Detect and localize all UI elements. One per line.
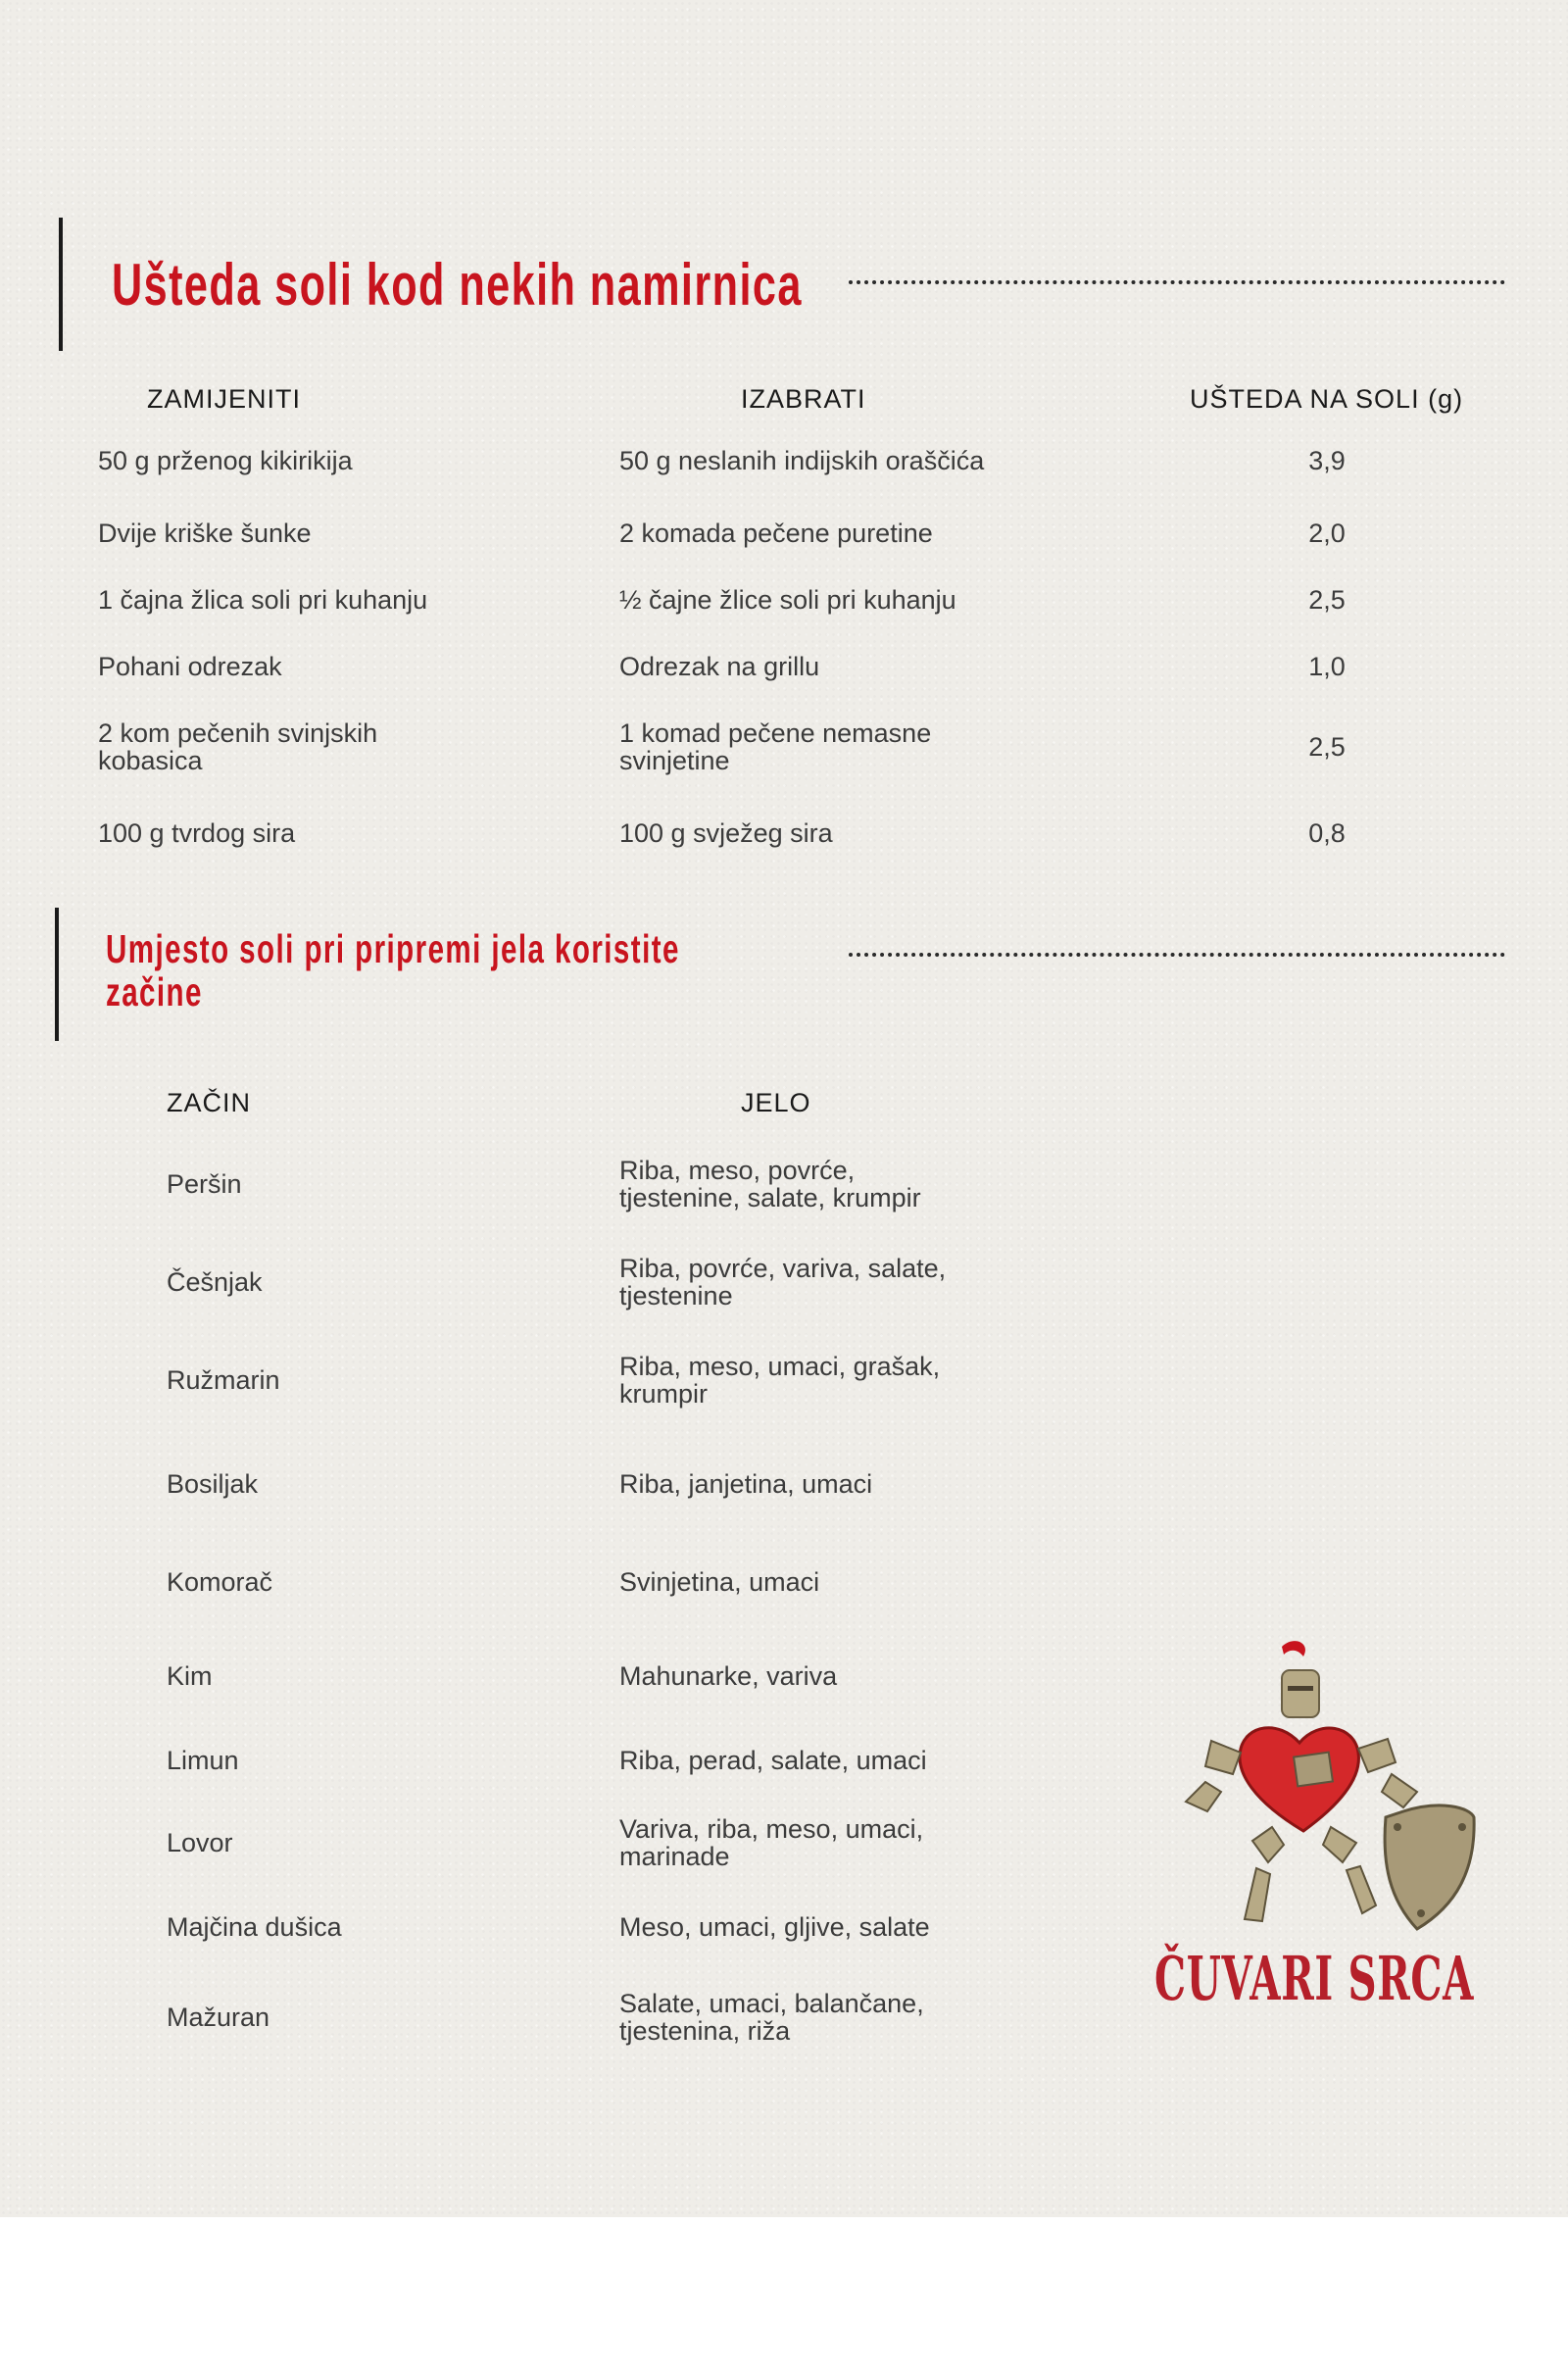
table-cell-saving: 2,5: [1308, 585, 1346, 615]
spice-dish: Meso, umaci, gljive, salate: [619, 1912, 930, 1942]
spice-dish: Mahunarke, variva: [619, 1661, 838, 1691]
spice-dish: Riba, meso, povrće, tjestenine, salate, krumpir: [619, 1156, 921, 1212]
spice-name: Češnjak: [167, 1267, 263, 1297]
spice-dish: Svinjetina, umaci: [619, 1567, 820, 1597]
column-header-choose: IZABRATI: [741, 384, 866, 414]
spice-name: Komorač: [167, 1567, 273, 1597]
dotted-rule: [849, 953, 1505, 957]
table-cell-saving: 1,0: [1308, 652, 1346, 681]
table-cell-saving: 2,5: [1308, 732, 1346, 762]
table-cell-choose: 2 komada pečene puretine: [619, 519, 933, 548]
spice-dish: Salate, umaci, balančane, tjestenina, riža: [619, 1989, 924, 2046]
spice-name: Ružmarin: [167, 1365, 280, 1395]
table-cell-choose: 50 g neslanih indijskih oraščića: [619, 446, 985, 475]
table-cell-saving: 2,0: [1308, 519, 1346, 548]
table-cell-saving: 3,9: [1308, 446, 1346, 475]
table-cell-replace: Dvije kriške šunke: [98, 519, 312, 548]
table-cell-replace: 1 čajna žlica soli pri kuhanju: [98, 585, 428, 615]
dotted-rule: [849, 280, 1505, 284]
section-marker-bar: [59, 218, 63, 351]
section-title-salt-savings: Ušteda soli kod nekih namirnica: [112, 252, 803, 318]
table-cell-choose: 1 komad pečene nemasne svinjetine: [619, 718, 932, 775]
spice-name: Mažuran: [167, 2003, 270, 2032]
spice-name: Bosiljak: [167, 1469, 259, 1499]
table-cell-replace: 100 g tvrdog sira: [98, 818, 296, 848]
spice-name: Limun: [167, 1746, 239, 1775]
spice-dish: Riba, povrće, variva, salate, tjestenine: [619, 1254, 947, 1311]
table-cell-choose: ½ čajne žlice soli pri kuhanju: [619, 585, 956, 615]
spice-name: Kim: [167, 1661, 213, 1691]
table-cell-replace: 2 kom pečenih svinjskih kobasica: [98, 718, 378, 775]
table-cell-saving: 0,8: [1308, 818, 1346, 848]
spice-dish: Riba, janjetina, umaci: [619, 1469, 873, 1499]
table-cell-choose: 100 g svježeg sira: [619, 818, 833, 848]
column-header-dish: JELO: [741, 1088, 811, 1117]
spice-dish: Variva, riba, meso, umaci, marinade: [619, 1814, 924, 1871]
column-header-spice: ZAČIN: [167, 1088, 251, 1117]
spice-name: Peršin: [167, 1169, 242, 1199]
logo-text: ČUVARI SRCA: [1154, 1943, 1474, 2014]
column-header-replace: ZAMIJENITI: [147, 384, 301, 414]
heart-knight-icon: [1147, 1635, 1480, 2027]
table-cell-replace: 50 g prženog kikirikija: [98, 446, 353, 475]
spice-dish: Riba, meso, umaci, grašak, krumpir: [619, 1352, 941, 1409]
table-cell-replace: Pohani odrezak: [98, 652, 282, 681]
spice-name: Majčina dušica: [167, 1912, 342, 1942]
section-title-spices: Umjesto soli pri pripremi jela koristite začine: [106, 926, 680, 1014]
spice-name: Lovor: [167, 1828, 233, 1857]
column-header-saving: UŠTEDA NA SOLI (g): [1190, 384, 1464, 414]
table-cell-choose: Odrezak na grillu: [619, 652, 820, 681]
section-marker-bar: [55, 908, 59, 1041]
spice-dish: Riba, perad, salate, umaci: [619, 1746, 927, 1775]
